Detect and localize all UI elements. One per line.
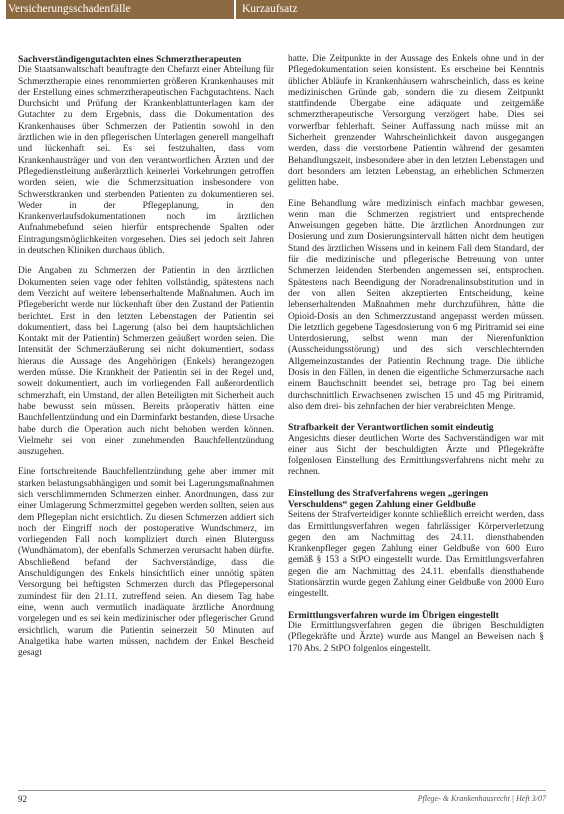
right-column — [288, 54, 544, 792]
left-column — [18, 54, 274, 792]
text-block — [18, 467, 274, 659]
paragraph: Seitens der Strafverteidiger konnte schließlich erreicht werden, dass das Ermittlungsverfahren wegen fahrlässiger Körperverletzung gegen den am Nachmittag des 24.11. diensthabenden Krankenpfleger gegen Zahlung einer Geldbuße von 600 Euro gemäß § 153 a StPO eingestellt wurde. Das Ermittlungsverfahren gegen die am Nachmittag des 24.11. ebenfalls diensthabende Stationsärztin wurde gegen Zahlung einer Geldbuße von 2000 Euro eingestellt. — [288, 510, 544, 600]
text-block — [288, 54, 544, 190]
paragraph: hatte. Die Zeitpunkte in der Aussage des Enkels ohne und in der Pflegedokumentation seien konsistent. Es erscheine bei Kenntnis üblicher Abläufe in Krankenhäusern wahrscheinlich, dass es keine medizinischen Gründe gab, sondern die zu diesem Zeitpunkt stattfindende Übergabe eine adäquate und zeitgemäße schmerztherapeutische Versorgung verzögert habe. Dies sei vorwerfbar fehlerhaft. Seiner Auffassung nach müsse mit an Sicherheit grenzender Wahrscheinlichkeit davon ausgegangen werden, dass die verstorbene Patientin während der gesamten Behandlungszeit, insbesondere aber in den letzten Lebenstagen und dort besonders am letzten Lebenstag, an erheblichen Schmerzen gelitten habe. — [288, 54, 544, 189]
section-heading: Strafbarkeit der Verantwortlichen somit eindeutig — [288, 422, 494, 434]
text-block — [18, 266, 274, 458]
text-block — [288, 422, 544, 478]
page-header — [0, 0, 564, 19]
paragraph: Eine fortschreitende Bauchfellentzündung gehe aber immer mit starken belastungsabhängigen und somit bei Lagerungsmaßnahmen sich verschlimmernden Schmerzen einher. Anordnungen, dass zur einer Umlagerung Schmerzmittel gegeben werden sollten, seien aus dem Pflegeplan nicht ersichtlich. Zu diesen Schmerzen addiert sich noch der Eingriff noch der postoperative Wundschmerz, im vorliegenden Fall noch kompliziert durch einen Bluterguss (Wundhämatom), der ebenfalls Schmerzen verursacht haben dürfte. Abschließend befand der Sachverständige, dass die Anschuldigungen des Enkels hinsichtlich einer unnötig späten Versorgung bei heftigsten Schmerzen durch das Pflegepersonal zumindest für den 21.11. zutreffend seien. An diesem Tag habe eine, wenn auch vermutlich inadäquate ärztliche Anordnung vorgelegen und es sei kein medizinischer oder pflegerischer Grund ersichtlich, warum die Patientin seinerzeit 50 Minuten auf Analgetika habe warten müssen, nachdem der Enkel Bescheid gesagt — [18, 467, 274, 659]
footer-divider — [18, 790, 546, 791]
paragraph: Die Staatsanwaltschaft beauftragte den Chefarzt einer Abteilung für Schmerztherapie eines renommierten größeren Krankenhauses mit der Erstellung eines schmerztherapeutischen Fachgutachtens. Nach Durchsicht und Prüfung der Krankenblattunterlagen kam der Gutachter zu dem Ergebnis, dass die Dokumentation des Krankenhauses über Schmerzen der Patientin sowohl in den ärztlichen wie in den pflegerischen Unterlagen generell mangelhaft und lückenhaft sei. Es sei festzuhalten, dass vom Krankenhausträger und von den verantwortlichen Ärzten und der Pflegedienstleitung außerärztlich keinerlei Vorkehrungen getroffen worden seien, wie die Schmerzsituation insbesondere von Schwerstkranken und sterbenden Patienten zu dokumentieren sei. Weder in der Pflegeplanung, in den Krankenverlaufsdokumentationen noch im ärztlichen Aufnahmebefund seien hierfür entsprechende Spalten oder Eintragungsmöglichkeiten vorgesehen. Dies sei jedoch seit Jahren in deutschen Kliniken durchaus üblich. — [18, 65, 274, 257]
text-block — [288, 199, 544, 414]
section-heading: Sachverständigengutachten eines Schmerztherapeuten — [18, 54, 242, 65]
article-type-label: Kurzaufsatz — [236, 0, 564, 19]
paragraph: Die Ermittlungsverfahren gegen die übrigen Beschuldigten (Pflegekräfte und Ärzte) wurde aus Mangel an Beweisen nach § 170 Abs. 2 StPO folgenlos eingestellt. — [288, 620, 544, 654]
text-block — [18, 54, 274, 257]
section-heading: Einstellung des Strafverfahrens wegen „geringen Verschuldens“ gegen Zahlung einer Geldbuße — [288, 487, 489, 510]
section-heading: Ermittlungsverfahren wurde im Übrigen eingestellt — [288, 609, 499, 621]
paragraph: Die Angaben zu Schmerzen der Patientin in den ärztlichen Dokumenten seien vage oder fehlten vollständig, spätestens nach dem Verzicht auf weitere lebenserhaltende Maßnahmen. Auch im Pflegebericht werde nur lückenhaft über den Zustand der Patientin berichtet. Erst in den letzten Lebenstagen der Patientin sei dokumentiert, dass bei Lagerung (also bei dem hauptsächlichen Kontakt mit der Patientin) Schmerzen geäußert worden seien. Die Intensität der Schmerzäußerung sei nicht dokumentiert, sodass hieraus die Aussage des Angehörigen (Enkels) herangezogen werden müsse. Die Krankheit der Patientin sei in der Regel und, soweit dokumentiert, auch im vorliegenden Fall außerordentlich schmerzhaft, ein Umstand, der allen Beteiligten mit Sicherheit auch habe bewusst sein müssen. Bereits präoperativ hätten eine Bauchfellentzündung und ein Darminfarkt bestanden, diese Ursache habe durch die Operation auch nicht behoben werden können. Vielmehr sei von einer zunehmenden Bauchfellentzündung auszugehen. — [18, 266, 274, 458]
paragraph: Eine Behandlung wäre medizinisch einfach machbar gewesen, wenn man die Schmerzen registriert und entsprechende Anweisungen gegeben hätte. Die ärztlichen Anordnungen zur Dosierung und zum Dosierungsintervall hätten nicht dem heutigen Stand des ärztlichen Wissens und in keinem Fall dem Standard, der für die medizinische und pflegerische Betreuung von unter Schmerzen leidenden Sterbenden angemessen sei, entsprochen. Spätestens nach Beendigung der Noradrenalinsubstitution und in der von allen Seiten akzeptierten Entscheidung, keine lebenserhaltenden Maßnahmen mehr durchzuführen, hätte die Opioid-Dosis an den Schmerzzustand angepasst werden müssen. Die letztlich gegebene Tagesdosierung von 6 mg Piritramid sei eine Unterdosierung, selbst wenn man der Nierenfunktion (Ausscheidungsstörung) und des sich verschlechternden Allgemeinzustandes der Patientin Rechnung trage. Die übliche Dosis in den Fällen, in denen die eigentliche Schmerzursache nach einem Bauchschnitt beendet sei, betrage pro Tag bei einem durchschnittlich Erwachsenen zwischen 15 und 45 mg Piritramid, also dem drei- bis zehnfachen der hier verabreichten Menge. — [288, 198, 544, 412]
journal-reference: Pflege- & Krankenhausrecht | Heft 3/07 — [417, 794, 546, 803]
page-number: 92 — [18, 794, 27, 804]
paragraph: Angesichts dieser deutlichen Worte des Sachverständigen war mit einer aus Sicht der beschuldigten Ärzte und Pflegekräfte folgenlosen Einstellung des Ermittlungsverfahrens nicht mehr zu rechnen. — [288, 433, 544, 478]
text-block — [288, 488, 544, 601]
text-block — [288, 610, 544, 655]
section-label: Versicherungsschadenfälle — [6, 0, 234, 19]
